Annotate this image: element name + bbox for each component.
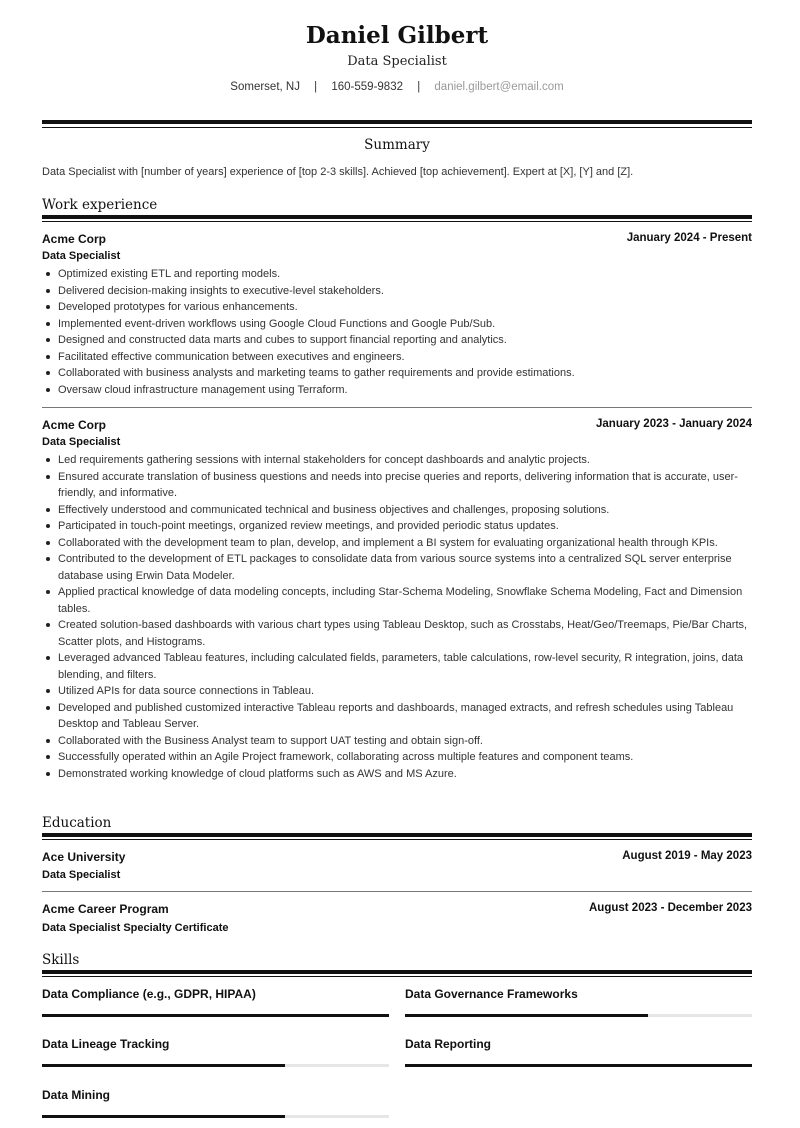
list-item: Designed and constructed data marts and cubes to support financial reporting and analytics. xyxy=(42,332,752,349)
education-divider xyxy=(42,891,752,892)
skill-level-bar xyxy=(42,1014,389,1017)
company-name: Acme Corp xyxy=(42,418,107,432)
job-role: Data Specialist xyxy=(42,250,121,262)
job-divider xyxy=(42,407,752,408)
job-dates: January 2024 - Present xyxy=(626,232,752,244)
job-role: Data Specialist xyxy=(42,436,121,448)
section-divider xyxy=(42,833,752,837)
email-link[interactable]: daniel.gilbert@email.com xyxy=(434,81,564,93)
skill-level-fill xyxy=(405,1064,752,1067)
candidate-title: Data Specialist xyxy=(347,54,447,69)
education-dates: August 2019 - May 2023 xyxy=(622,850,752,862)
skill-name: Data Governance Frameworks xyxy=(405,987,578,1001)
header-divider xyxy=(42,120,752,124)
phone: 160-559-9832 xyxy=(331,81,403,93)
candidate-name: Daniel Gilbert xyxy=(305,22,489,49)
section-divider xyxy=(42,970,752,974)
education-header xyxy=(42,902,752,918)
list-item: Applied practical knowledge of data modeling concepts, including Star-Schema Modeling, Snowflake Schema Modeling, Fact and Dimension tables. xyxy=(42,584,752,617)
skill-name: Data Reporting xyxy=(405,1037,492,1051)
summary-text: Data Specialist with [number of years] experience of [top 2-3 skills]. Achieved [top achievement]. Expert at [X], [Y] and [Z]. xyxy=(42,166,634,178)
job-header xyxy=(42,232,752,248)
list-item: Implemented event-driven workflows using Google Cloud Functions and Google Pub/Sub. xyxy=(42,316,752,333)
education-heading: Education xyxy=(42,815,112,831)
skills-heading: Skills xyxy=(42,952,80,968)
skill-level-fill xyxy=(42,1064,285,1067)
school-name: Acme Career Program xyxy=(42,902,169,916)
skill-item xyxy=(42,1037,389,1051)
skill-item xyxy=(405,987,752,1001)
list-item: Collaborated with the Business Analyst team to support UAT testing and obtain sign-off. xyxy=(42,733,752,750)
list-item: Facilitated effective communication between executives and engineers. xyxy=(42,349,752,366)
section-divider-thin xyxy=(42,839,752,840)
list-item: Developed and published customized interactive Tableau reports and dashboards, managed extracts, and refresh schedules using Tableau Desktop and Tableau Server. xyxy=(42,700,752,733)
education-dates: August 2023 - December 2023 xyxy=(589,902,752,914)
list-item: Utilized APIs for data source connections in Tableau. xyxy=(42,683,752,700)
list-item: Oversaw cloud infrastructure management using Terraform. xyxy=(42,382,752,399)
list-item: Collaborated with business analysts and marketing teams to gather requirements and provide estimations. xyxy=(42,365,752,382)
skill-item xyxy=(405,1037,752,1051)
job-bullets xyxy=(42,266,752,398)
skill-level-fill xyxy=(42,1014,389,1017)
job-header xyxy=(42,418,752,434)
company-name: Acme Corp xyxy=(42,232,107,246)
section-divider xyxy=(42,215,752,219)
separator: | xyxy=(314,81,318,93)
list-item: Collaborated with the development team to plan, develop, and implement a BI system for evaluating organizational health through KPIs. xyxy=(42,535,752,552)
list-item: Leveraged advanced Tableau features, including calculated fields, parameters, table calculations, row-level security, R integration, joins, data blending, and filters. xyxy=(42,650,752,683)
job-bullets xyxy=(42,452,752,782)
skill-level-fill xyxy=(405,1014,648,1017)
skill-level-bar xyxy=(42,1115,389,1118)
list-item: Created solution-based dashboards with various chart types using Tableau Desktop, such as Crosstabs, Heat/Geo/Treemaps, Pie/Bar Charts, Scatter plots, and Histograms. xyxy=(42,617,752,650)
separator: | xyxy=(417,81,421,93)
education-header xyxy=(42,850,752,866)
job-dates: January 2023 - January 2024 xyxy=(596,418,752,430)
skill-level-bar xyxy=(42,1064,389,1067)
degree: Data Specialist xyxy=(42,869,121,881)
list-item: Optimized existing ETL and reporting models. xyxy=(42,266,752,283)
header-divider-thin xyxy=(42,127,752,128)
skill-name: Data Mining xyxy=(42,1088,110,1102)
degree: Data Specialist Specialty Certificate xyxy=(42,922,229,934)
section-divider-thin xyxy=(42,221,752,222)
skill-level-bar xyxy=(405,1064,752,1067)
skill-item xyxy=(42,987,389,1001)
list-item: Ensured accurate translation of business questions and needs into precise queries and reports, delivering information that is accurate, user-friendly, and informative. xyxy=(42,469,752,502)
list-item: Participated in touch-point meetings, organized review meetings, and provided periodic status updates. xyxy=(42,518,752,535)
skill-item xyxy=(42,1088,389,1102)
list-item: Led requirements gathering sessions with internal stakeholders for concept dashboards and analytic projects. xyxy=(42,452,752,469)
list-item: Demonstrated working knowledge of cloud platforms such as AWS and MS Azure. xyxy=(42,766,752,783)
list-item: Effectively understood and communicated technical and business objectives and challenges, proposing solutions. xyxy=(42,502,752,519)
skill-level-fill xyxy=(42,1115,285,1118)
list-item: Developed prototypes for various enhancements. xyxy=(42,299,752,316)
location: Somerset, NJ xyxy=(230,81,300,93)
section-divider-thin xyxy=(42,976,752,977)
work-heading: Work experience xyxy=(42,197,158,213)
contact-line xyxy=(42,81,752,93)
skill-level-bar xyxy=(405,1014,752,1017)
list-item: Contributed to the development of ETL packages to consolidate data from various source systems into a centralized SQL server enterprise database using Erwin Data Modeler. xyxy=(42,551,752,584)
list-item: Successfully operated within an Agile Project framework, collaborating across multiple features and component teams. xyxy=(42,749,752,766)
summary-heading: Summary xyxy=(364,137,430,153)
skill-name: Data Lineage Tracking xyxy=(42,1037,170,1051)
list-item: Delivered decision-making insights to executive-level stakeholders. xyxy=(42,283,752,300)
school-name: Ace University xyxy=(42,850,126,864)
skill-name: Data Compliance (e.g., GDPR, HIPAA) xyxy=(42,987,256,1001)
